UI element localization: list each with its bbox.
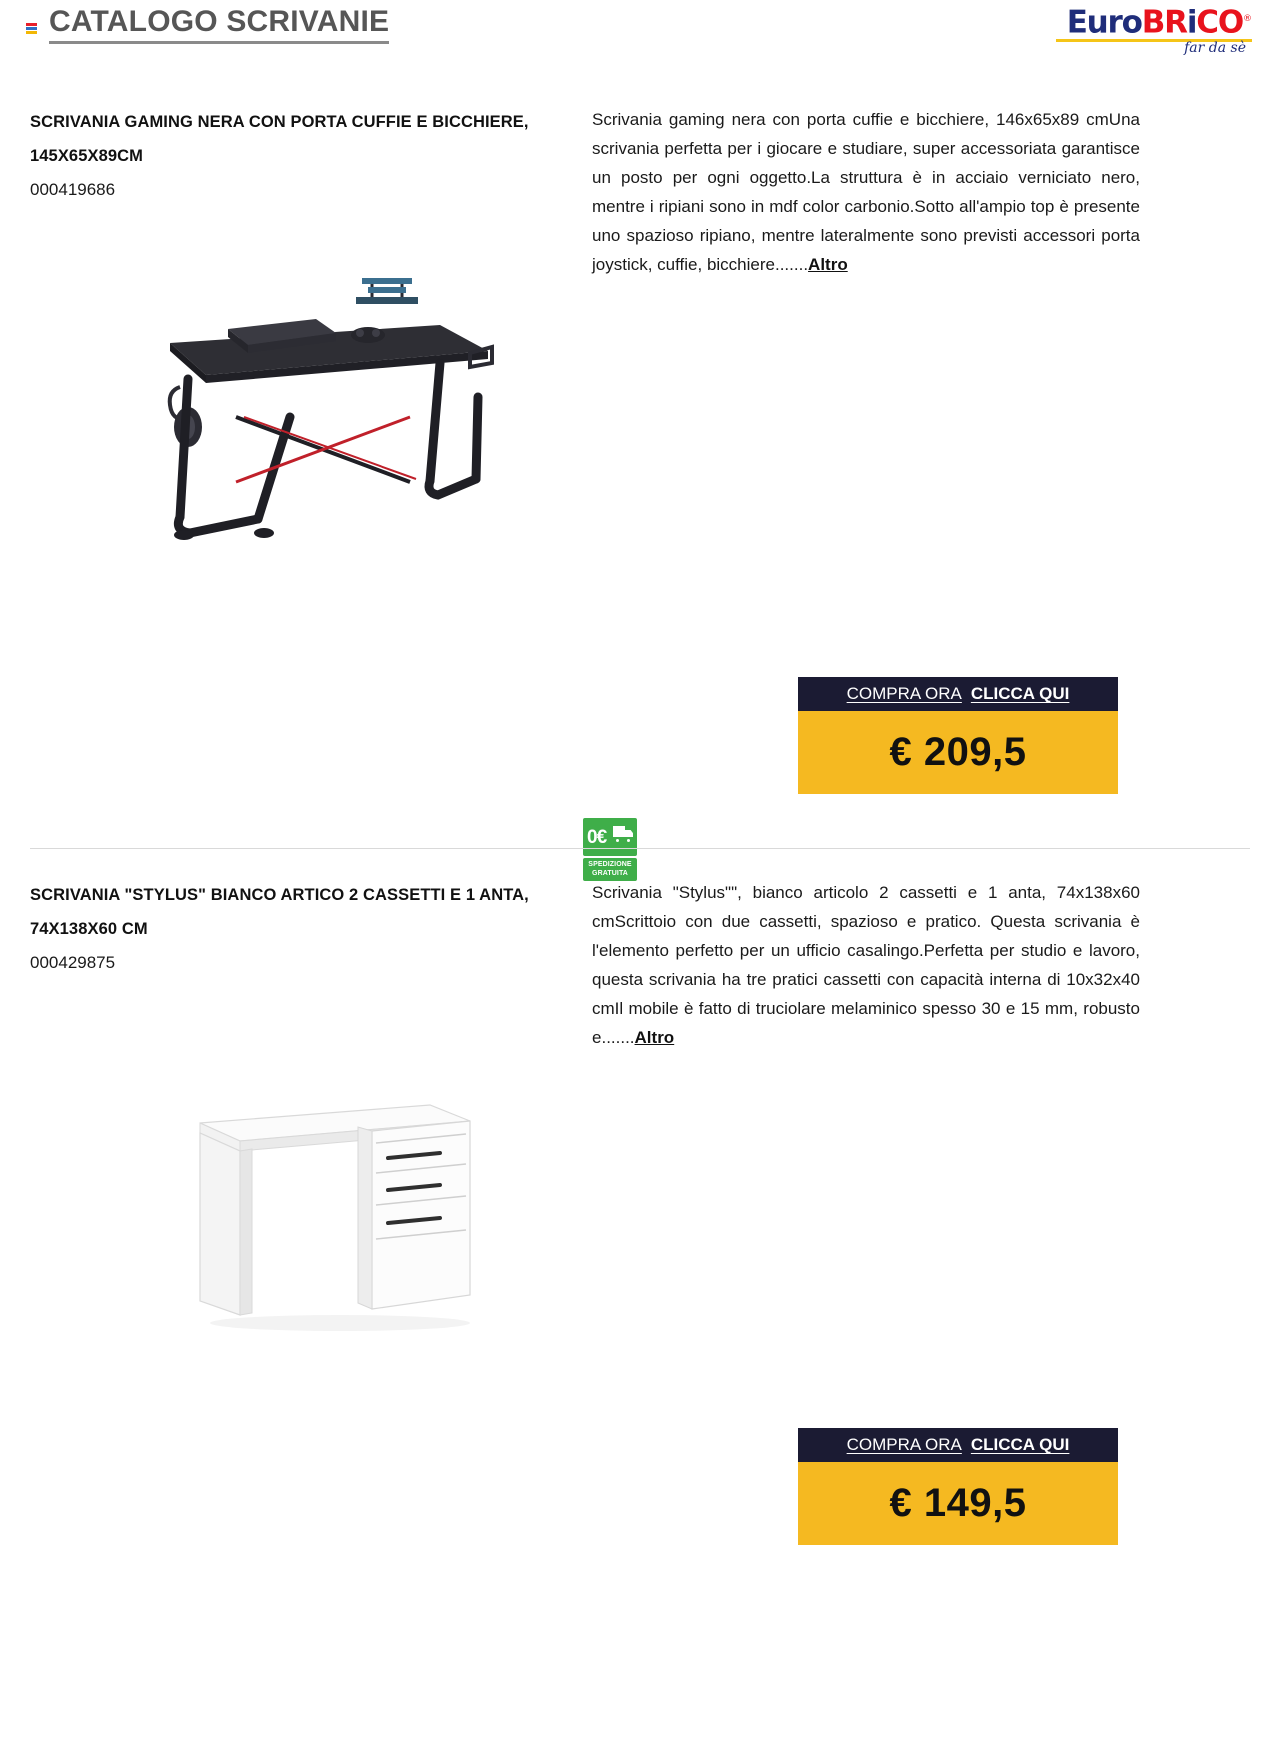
click-here-label[interactable]: CLICCA QUI bbox=[970, 1435, 1070, 1454]
description-ellipsis: ....... bbox=[774, 255, 809, 274]
section-divider bbox=[30, 848, 1250, 849]
shipping-caption-line2: GRATUITA bbox=[592, 870, 628, 877]
product-right-column bbox=[592, 878, 1140, 1052]
description-ellipsis: ....... bbox=[601, 1028, 635, 1047]
buy-now-header[interactable] bbox=[798, 1428, 1118, 1462]
product-image bbox=[140, 227, 540, 617]
product-sku: 000419686 bbox=[30, 180, 116, 199]
buy-now-header[interactable] bbox=[798, 677, 1118, 711]
page-title: CATALOGO SCRIVANIE bbox=[49, 5, 389, 44]
product-description bbox=[592, 878, 1140, 1052]
product-description bbox=[592, 105, 1140, 279]
product-title: SCRIVANIA "STYLUS" BIANCO ARTICO 2 CASSETTI E 1 ANTA, 74X138X60 CM bbox=[30, 886, 529, 938]
price-box bbox=[798, 711, 1118, 794]
logo-tagline: far da sè bbox=[1184, 40, 1246, 57]
shipping-caption-line1: SPEDIZIONE bbox=[588, 861, 632, 868]
click-here-label[interactable]: CLICCA QUI bbox=[970, 684, 1070, 703]
product-right-column bbox=[592, 105, 1140, 279]
price-box bbox=[798, 1462, 1118, 1545]
gaming-desk-illustration bbox=[140, 267, 540, 567]
free-shipping-badge bbox=[583, 818, 637, 880]
buy-now-prefix-label: COMPRA ORA bbox=[846, 684, 962, 703]
list-bullet-icon bbox=[26, 23, 37, 34]
product-sku: 000429875 bbox=[30, 953, 116, 972]
product-left-column bbox=[30, 105, 570, 617]
product-description-text: Scrivania "Stylus"", bianco articolo 2 cassetti e 1 anta, 74x138x60 cmScrittoio con due cassetti, spazioso e pratico. Questa scrivania è l'elemento perfetto per un ufficio casalingo.Perfetta per studio e lavoro, questa scrivania ha tre pratici cassetti con capacità interna di 10x32x40 cmIl mobile è fatto di truciolare melaminico spesso 30 e 15 mm, robusto e bbox=[592, 883, 1140, 1047]
price-value: € 149,5 bbox=[889, 1481, 1027, 1525]
truck-glyph-icon bbox=[613, 826, 633, 843]
shipping-truck-icon bbox=[583, 818, 637, 856]
page-header bbox=[0, 0, 1280, 62]
eurobrico-logo bbox=[1016, 2, 1252, 57]
logo-wordmark bbox=[1016, 2, 1252, 39]
read-more-link[interactable]: Altro bbox=[808, 255, 848, 274]
product-description-text: Scrivania gaming nera con porta cuffie e bicchiere, 146x65x89 cmUna scrivania perfetta per i giocare e studiare, super accessoriata garantisce un posto per ogni oggetto.La struttura è in acciaio verniciato nero, mentre i ripiani sono in mdf color carbonio.Sotto all'ampio top è presente uno spazioso ripiano, mentre lateralmente sono previsti accessori porta joystick, cuffie, bicchiere bbox=[592, 110, 1140, 274]
product-title: SCRIVANIA GAMING NERA CON PORTA CUFFIE E BICCHIERE, 145X65X89CM bbox=[30, 113, 529, 165]
read-more-link[interactable]: Altro bbox=[634, 1028, 675, 1047]
header-title-group bbox=[26, 5, 389, 44]
registered-mark-icon: ® bbox=[1243, 14, 1252, 24]
logo-text-i: i bbox=[1186, 4, 1197, 41]
logo-text-br: BR bbox=[1141, 4, 1187, 41]
product-left-column bbox=[30, 878, 570, 1392]
buy-now-block[interactable] bbox=[798, 677, 1118, 794]
logo-text-euro: Euro bbox=[1066, 4, 1142, 41]
product-image bbox=[140, 1000, 540, 1392]
logo-text-co: CO bbox=[1196, 4, 1243, 41]
stylus-desk-illustration bbox=[140, 1065, 540, 1365]
buy-now-prefix-label: COMPRA ORA bbox=[846, 1435, 962, 1454]
shipping-price-label: 0€ bbox=[587, 826, 607, 848]
price-value: € 209,5 bbox=[889, 730, 1027, 774]
buy-now-block[interactable] bbox=[798, 1428, 1118, 1545]
